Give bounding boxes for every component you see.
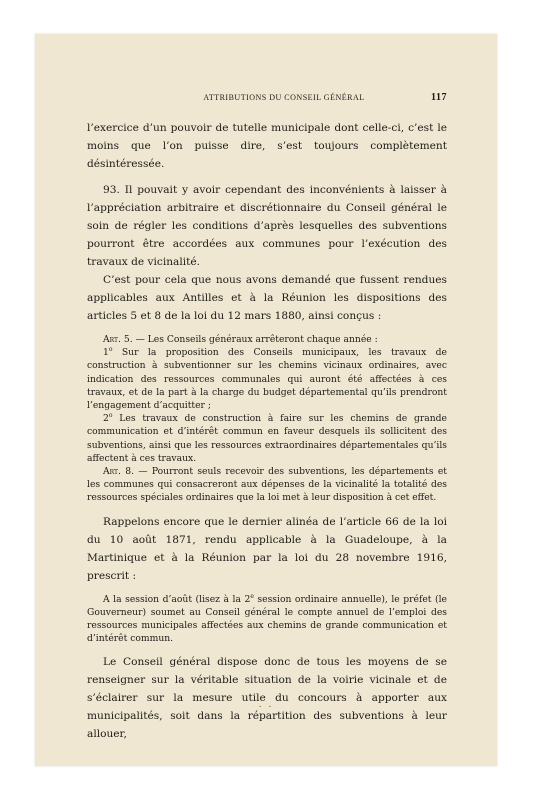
quoted-articles xyxy=(87,333,447,505)
item-2-text: Les travaux de construction à faire sur les chemins de grande communication et d’intérêt commun en faveur desquels ils sollicitent des subventions, ainsi que les ressources extraordinaires départementales qu’ils affectent à ces travaux. xyxy=(87,413,447,464)
article-8-label: Art. 8. xyxy=(103,466,135,478)
paragraph-3: C’est pour cela que nous avons demandé que fussent rendues applicables aux Antilles et à la Réunion les dispositions des articles 5 et 8 de la loi du 12 mars 1880, ainsi conçus : xyxy=(87,274,447,322)
law-excerpt-part-a: A la session d’août (lisez à la 2 xyxy=(103,593,251,605)
running-head xyxy=(87,92,447,103)
paragraph-4: Rappelons encore que le dernier alinéa de l’article 66 de la loi du 10 août 1871, rendu applicable à la Guadeloupe, à la Martinique et à la Réunion par la loi du 28 novembre 1916, prescrit : xyxy=(87,515,447,582)
item-2-number: 2 xyxy=(103,413,109,425)
article-8 xyxy=(87,465,447,505)
book-page xyxy=(35,34,497,766)
article-5-item-1 xyxy=(87,346,447,412)
paragraph-1: l’exercice d’un pouvoir de tutelle municipale dont celle-ci, c’est le moins que l’on puisse dire, s’est toujours complètement désintéressée. xyxy=(87,122,447,170)
decorative-ink-specks: · · xyxy=(258,702,274,713)
article-8-text: — Pourront seuls recevoir des subventions, les départements et les communes qui consacreront aux dépenses de la vicinalité la totalité des ressources spéciales ordinaires que la loi met à leur disposition à cet effet. xyxy=(87,466,447,504)
law-excerpt-part-b: session ordinaire annuelle), le préfet (le Gouverneur) soumet au Conseil général le compte annuel de l’emploi des ressources municipales affectées aux chemins de grande communication et d’intérêt commun. xyxy=(87,593,447,645)
item-2-ordinal: o xyxy=(108,412,113,420)
item-1-ordinal: o xyxy=(108,346,113,354)
page-content xyxy=(87,92,447,743)
quoted-law-excerpt xyxy=(87,593,447,646)
paragraph-5: Le Conseil général dispose donc de tous les moyens de se renseigner sur la véritable situation de la voirie vicinale et de s’éclairer sur la mesure utile du concours à apporter aux municipalités, soit dans la répartition des subventions à leur allouer, xyxy=(87,656,447,741)
article-5-item-2 xyxy=(87,412,447,465)
article-5-heading xyxy=(87,333,447,346)
article-5-text: — Les Conseils généraux arrêteront chaque année : xyxy=(132,334,378,345)
page-number: 117 xyxy=(431,92,447,103)
running-head-title: ATTRIBUTIONS DU CONSEIL GÉNÉRAL xyxy=(203,93,365,102)
item-1-number: 1 xyxy=(103,347,109,359)
law-excerpt-ordinal: e xyxy=(250,592,254,600)
item-1-text: Sur la proposition des Conseils municipaux, les travaux de construction à subventionner sur les chemins vicinaux ordinaires, avec indication des ressources communales qui auront été affectées à ces travaux, et de la part à la charge du budget départemental qu’ils prendront l’engagement d’acquitter ; xyxy=(87,347,447,412)
article-5-label: Art. 5. xyxy=(103,334,133,345)
paragraph-2: 93. Il pouvait y avoir cependant des inconvénients à laisser à l’appréciation arbitraire et discrétionnaire du Conseil général le soin de régler les conditions d’après lesquelles des subventions pourront être accordées aux communes pour l’exécution des travaux de vicinalité. xyxy=(87,184,447,268)
law-excerpt-text xyxy=(87,593,447,646)
